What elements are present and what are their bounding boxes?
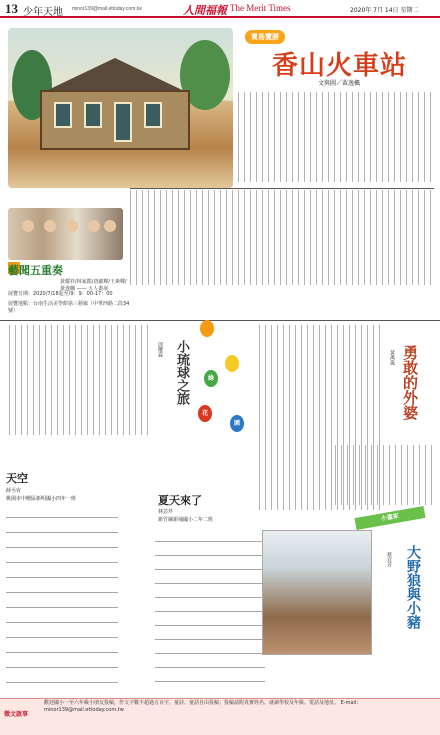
wolf-pig-title: 大野狼與小豬: [405, 545, 421, 629]
section-title: 少年天地: [23, 7, 63, 18]
artist-face: [44, 220, 56, 232]
paper-logo-en: The Merit Times: [230, 3, 291, 13]
exhibition-venue: 展覽地點：台南生活美學館第三藝廊（中華西路二段34號）: [8, 301, 130, 314]
hero-story-text: [330, 445, 435, 505]
wolf-pig-byline: 蔡宜芳: [386, 552, 392, 567]
sky-poem-school: 桃園市中壢區新明國小四年一班: [6, 496, 77, 502]
submission-text: [44, 700, 436, 714]
sky-poem-author: 薛丞宥: [6, 488, 22, 494]
artist-face: [88, 220, 100, 232]
feature-byline: 文與圖／黃逸楓: [318, 80, 361, 87]
balloon-red: 花: [198, 405, 212, 422]
sky-poem-title: 天空: [6, 472, 28, 485]
submission-body: 歡迎國小一至六年級小朋友投稿，作文字數不超過五百字，童詩、童話自由投稿；投稿請附真實姓名、就讀學校及年級、電話及地址。: [44, 700, 340, 706]
balloon-blue: 園: [230, 415, 244, 432]
hero-story-byline: 黃禹嵐: [389, 350, 395, 365]
artists-photo: [8, 208, 123, 260]
balloon-yellow: [225, 355, 239, 372]
summer-poem-text: [155, 530, 265, 690]
liuqiu-byline: 邱瓔霖: [157, 342, 163, 357]
feature-badge: 寶島覽勝: [245, 30, 285, 44]
submission-tag: 徵文啟事: [4, 711, 29, 718]
feature-body-text: [130, 190, 434, 285]
artist-face: [22, 220, 34, 232]
station-door: [114, 102, 132, 142]
section-divider: [0, 320, 440, 321]
issue-date: 2020年 7月 14日 星期二: [350, 7, 419, 14]
page-number: 13: [5, 1, 18, 16]
balloon-green: 綠: [204, 370, 218, 387]
station-window: [144, 102, 162, 128]
summer-poem-title: 夏天來了: [158, 494, 202, 507]
paper-logo: 人間福報: [183, 5, 227, 17]
submission-email[interactable]: E-mail：minor139@mail.ettoday.com.tw: [44, 700, 362, 713]
section-email[interactable]: minor139@mail.ettoday.com.tw: [72, 6, 142, 12]
station-window: [84, 102, 102, 128]
sky-poem-text: [6, 505, 118, 695]
hero-story-title: 勇敢的外婆: [401, 345, 419, 420]
artist-face: [104, 220, 116, 232]
balloon-orange: [200, 320, 214, 337]
artist-face: [66, 220, 78, 232]
wolf-pig-drawing: [262, 530, 372, 655]
exhibition-creators: 黃耀祥/林家郡/唐錦輝/王素卿/黃逸楓 —— 五人畫展: [60, 279, 127, 292]
summer-poem-school: 新竹縣新埔國小二年二班: [158, 517, 214, 523]
liuqiu-title: 小琉球之旅: [174, 340, 189, 405]
liuqiu-text: [6, 325, 151, 435]
exhibition-title: 藝聞五重奏: [8, 264, 63, 277]
feature-title: 香山火車站: [272, 51, 408, 81]
summer-poem-author: 林芸芹: [158, 509, 174, 515]
feature-divider: [130, 188, 434, 189]
station-window: [54, 102, 72, 128]
exhibition-dates: 展覽日期：2020/7/18起至/9：9：00-17：00: [8, 291, 113, 297]
feature-body-text: [238, 92, 434, 182]
painter-tag: 小畫家: [354, 506, 425, 530]
